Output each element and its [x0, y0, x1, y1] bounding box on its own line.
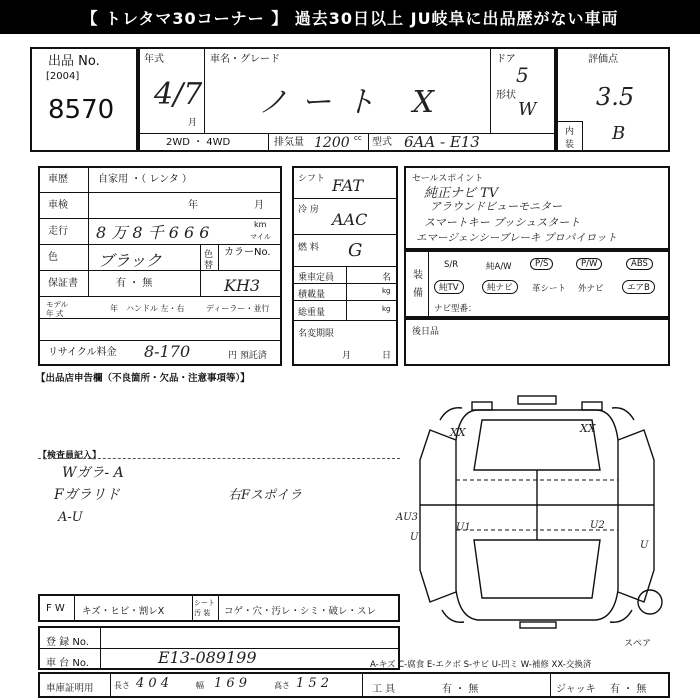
- registration-box: [38, 626, 400, 670]
- vehicle-info-mid: [292, 166, 398, 366]
- ac-value: AAC: [332, 210, 368, 229]
- model-year-label-1: モデル: [46, 300, 69, 309]
- later-items-label: 後日品: [412, 327, 440, 337]
- model-value: 6AA - E13: [404, 133, 480, 151]
- certificate-label: 車庫証明用: [46, 683, 94, 694]
- gross-unit: kg: [382, 305, 391, 313]
- score-box: [556, 47, 670, 152]
- inspector-line-3: A-U: [58, 510, 83, 525]
- mileage-unit-mile: マイル: [250, 233, 271, 241]
- equip-airbag: エアB: [622, 280, 655, 294]
- name-change-month: 月: [342, 351, 352, 361]
- color-change-1: 色: [204, 250, 214, 260]
- inspection-year: 年: [188, 200, 198, 211]
- length-value: 4 0 4: [136, 676, 170, 691]
- score-label: 評価点: [588, 54, 618, 65]
- lot-number: 8570: [48, 95, 115, 125]
- mileage-unit-km: km: [254, 220, 267, 229]
- equipment-label-1: 装: [413, 270, 423, 281]
- damage-mark-right-rear: U: [640, 540, 649, 551]
- interior-label-2: 装: [565, 140, 575, 150]
- inspector-label: 【検査員記入】: [38, 451, 102, 461]
- mileage-label: 走行: [48, 226, 68, 237]
- shift-value: FAT: [332, 176, 364, 195]
- color-no-label: カラーNo.: [224, 247, 271, 258]
- interior-value: B: [612, 123, 626, 144]
- width-value: 1 6 9: [214, 676, 248, 691]
- lot-year: [2004]: [46, 71, 80, 82]
- equip-tv: 純TV: [434, 280, 464, 294]
- equip-navi: 純ナビ: [482, 280, 518, 294]
- inspector-note: 右Fスポイラ: [228, 488, 303, 503]
- height-label: 高さ: [274, 681, 290, 690]
- certificate-row: [38, 672, 670, 698]
- page-banner: 【 トレタマ30コーナー 】 過去30日以上 JU岐阜に出品歴がない車両: [0, 0, 700, 34]
- equip-alloy: 純A/W: [486, 262, 512, 272]
- chassis-value: E13-089199: [158, 648, 257, 667]
- shift-label: シフト: [298, 174, 326, 184]
- navi-model-label: ナビ型番：: [434, 304, 477, 314]
- equip-leather: 革シート: [532, 284, 567, 294]
- displacement-label: 排気量: [274, 137, 304, 148]
- seat-label-2: 汚 装: [194, 609, 211, 617]
- color-value: ブラック: [98, 251, 162, 270]
- damage-mark-front-right: XX: [580, 422, 596, 435]
- jack-options: 有 ・ 無: [610, 684, 647, 695]
- nenshiki-value: 4/7: [154, 77, 203, 112]
- sales-points-label: セールスポイント: [412, 174, 484, 184]
- damage-mark-left-side: AU3: [396, 512, 419, 523]
- later-items-box: [404, 318, 670, 366]
- damage-mark-front-left: XX: [450, 426, 466, 439]
- model-year-unit: 年: [110, 304, 118, 313]
- door-label: ドア: [496, 54, 516, 65]
- fw-label: F W: [46, 603, 65, 614]
- inspection-label: 車検: [48, 200, 68, 211]
- displacement-value: 1200: [314, 135, 350, 151]
- score-value: 3.5: [596, 83, 635, 111]
- damage-legend: A-キズ C-腐食 E-エクボ S-サビ U-凹ミ W-補修 XX-交換済: [370, 660, 592, 670]
- capacity-unit: 名: [382, 273, 392, 283]
- fw-text: キズ・ヒビ・割レX: [82, 606, 165, 617]
- displacement-unit: cc: [354, 134, 362, 142]
- load-label: 積載量: [298, 290, 326, 300]
- load-unit: kg: [382, 287, 391, 295]
- equipment-label-2: 備: [413, 288, 423, 299]
- sales-points-box: [404, 166, 670, 250]
- sales-point-4: エマージェンシーブレーキ プロパイロット: [416, 232, 617, 244]
- door-value: 5: [516, 63, 529, 87]
- fw-row: [38, 594, 400, 622]
- fuel-label: 燃 料: [298, 243, 319, 253]
- capacity-label: 乗車定員: [298, 273, 335, 283]
- name-change-day: 日: [382, 351, 392, 361]
- equip-abs: ABS: [626, 258, 653, 270]
- sales-point-3: スマートキー プッシュスタート: [424, 216, 581, 229]
- lot-label: 出品 No.: [48, 54, 100, 69]
- drive-label: 2WD ・ 4WD: [166, 137, 231, 148]
- model-year-label-2: 年 式: [46, 309, 64, 318]
- inspection-month: 月: [254, 200, 264, 211]
- seat-label-1: シート: [194, 599, 215, 607]
- lot-box: [30, 47, 138, 152]
- equip-pw: P/W: [576, 258, 602, 270]
- gross-label: 総重量: [298, 308, 326, 318]
- name-change-label: 名変期限: [298, 329, 335, 339]
- interior-label-1: 内: [565, 127, 575, 137]
- recycle-label: リサイクル料金: [48, 347, 117, 358]
- mileage-value: 8 万 8 千 6 6 6: [96, 223, 210, 242]
- handle-text: ハンドル 左・右: [126, 304, 185, 313]
- damage-mark-left-rear: U: [410, 532, 419, 543]
- width-label: 幅: [196, 681, 204, 690]
- header-block: [138, 47, 556, 152]
- height-value: 1 5 2: [296, 676, 330, 691]
- inspector-line-1: Wガラ- A: [62, 465, 124, 481]
- damage-mark-right-door: U2: [590, 520, 605, 531]
- shape-value: W: [518, 99, 537, 120]
- tools-label: 工 具: [372, 684, 396, 695]
- equipment-box: [404, 250, 670, 318]
- equip-sr: S/R: [444, 260, 459, 270]
- damage-mark-left-door: U1: [456, 522, 471, 533]
- spare-label: スペア: [624, 639, 652, 649]
- ac-label: 冷 房: [298, 205, 319, 215]
- car-damage-diagram: [400, 380, 680, 630]
- registration-label: 登 録 No.: [46, 637, 89, 648]
- color-label: 色: [48, 252, 58, 263]
- sales-point-1: 純正ナビ TV: [424, 186, 499, 201]
- dealer-text: ディーラー・並行: [206, 304, 270, 313]
- recycle-value: 8-170: [144, 342, 191, 361]
- model-label: 型式: [372, 137, 392, 148]
- length-label: 長さ: [114, 681, 130, 690]
- jack-label: ジャッキ: [556, 684, 596, 695]
- report-label: 【出品店申告欄（不良箇所・欠品・注意事項等）】: [36, 373, 250, 384]
- equip-ps: P/S: [530, 258, 553, 270]
- sales-point-2: アラウンドビューモニター: [430, 200, 562, 213]
- car-name-label: 車名・グレード: [210, 54, 280, 65]
- warranty-label: 保証書: [48, 278, 78, 289]
- nenshiki-month: 月: [188, 118, 198, 128]
- nenshiki-label: 年式: [144, 54, 164, 65]
- history-label: 車歴: [48, 174, 68, 185]
- color-no-value: KH3: [224, 276, 261, 295]
- inspector-line-2: Fガラリド: [54, 487, 120, 503]
- warranty-options: 有 ・ 無: [116, 278, 153, 289]
- recycle-unit: 円 預託済: [228, 351, 267, 361]
- car-name-value: ノート X: [258, 85, 448, 120]
- seat-text: コゲ・穴・汚レ・シミ・破レ・スレ: [224, 606, 377, 617]
- tools-options: 有 ・ 無: [442, 684, 479, 695]
- equip-ext-navi: 外ナビ: [578, 284, 604, 294]
- shape-label: 形状: [496, 90, 516, 101]
- vehicle-info-left: [38, 166, 282, 366]
- color-change-2: 替: [204, 261, 214, 271]
- fuel-value: G: [348, 240, 363, 261]
- chassis-label: 車 台 No.: [46, 658, 89, 669]
- history-options: 自家用 ・（ レンタ ）: [98, 174, 192, 185]
